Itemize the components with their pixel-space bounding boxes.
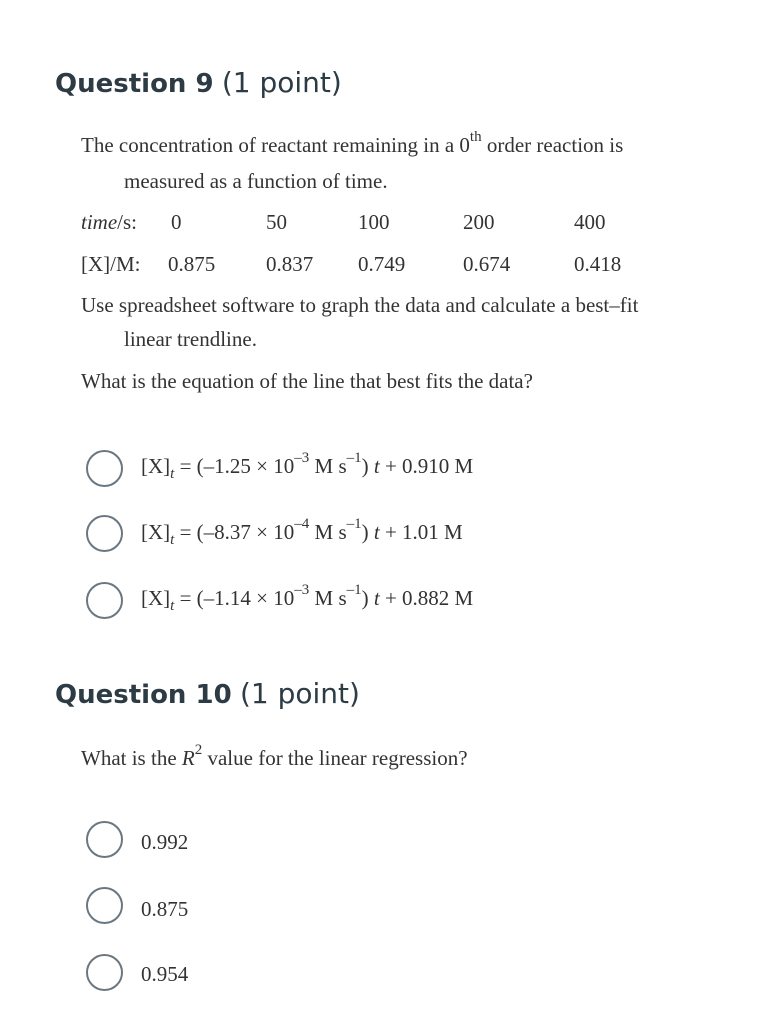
radio-option-b[interactable] [86,887,123,924]
question-9-prompt: What is the equation of the line that best fits the data? [81,369,533,393]
radio-option-c[interactable] [86,954,123,991]
option-b-label[interactable]: 0.875 [141,897,189,921]
question-number: Question 10 [55,680,232,710]
instruction-line1: Use spreadsheet software to graph the data and calculate a best–fit [81,293,639,317]
question-number: Question 9 [55,69,214,99]
question-9-stem-line1: The concentration of reactant remaining in a 0th order reaction is [81,129,624,157]
option-b-label[interactable]: $[X]_t = (-8.37 \times 10^{-4}$ M $s^{-1}$) t + 1.01 M [141,516,463,549]
conc-value: 0.749 [358,252,406,276]
time-value: 0 [171,210,182,234]
conc-value: 0.837 [266,252,314,276]
conc-value: 0.875 [168,252,216,276]
conc-label: [X]/M: [81,252,141,276]
time-value: 200 [463,210,495,234]
radio-option-c[interactable] [86,582,123,619]
question-9-stem-line2: measured as a function of time. [124,169,388,193]
conc-value: 0.418 [574,252,622,276]
radio-option-b[interactable] [86,515,123,552]
instruction-line2: linear trendline. [124,327,257,351]
question-points: (1 point) [221,66,342,99]
radio-option-a[interactable] [86,821,123,858]
conc-value: 0.674 [463,252,511,276]
time-value: 50 [266,210,287,234]
time-value: 100 [358,210,390,234]
time-label: time/s: [81,210,137,234]
question-10-title [55,677,360,710]
question-10-prompt: What is the $R^2$ value for the linear regression? [81,742,468,770]
time-value: 400 [574,210,606,234]
question-points: (1 point) [239,677,360,710]
option-c-label[interactable]: $[X]_t = (-1.14 \times 10^{-3}$ M $s^{-1}$) t + 0.882 M [141,582,474,615]
radio-option-a[interactable] [86,450,123,487]
option-c-label[interactable]: 0.954 [141,962,189,986]
question-9-title [55,66,342,99]
option-a-label[interactable]: 0.992 [141,830,189,854]
option-a-label[interactable]: $[X]_t = (-1.25 \times 10^{-3}$ M $s^{-1}$) t + 0.910 M [141,450,474,483]
